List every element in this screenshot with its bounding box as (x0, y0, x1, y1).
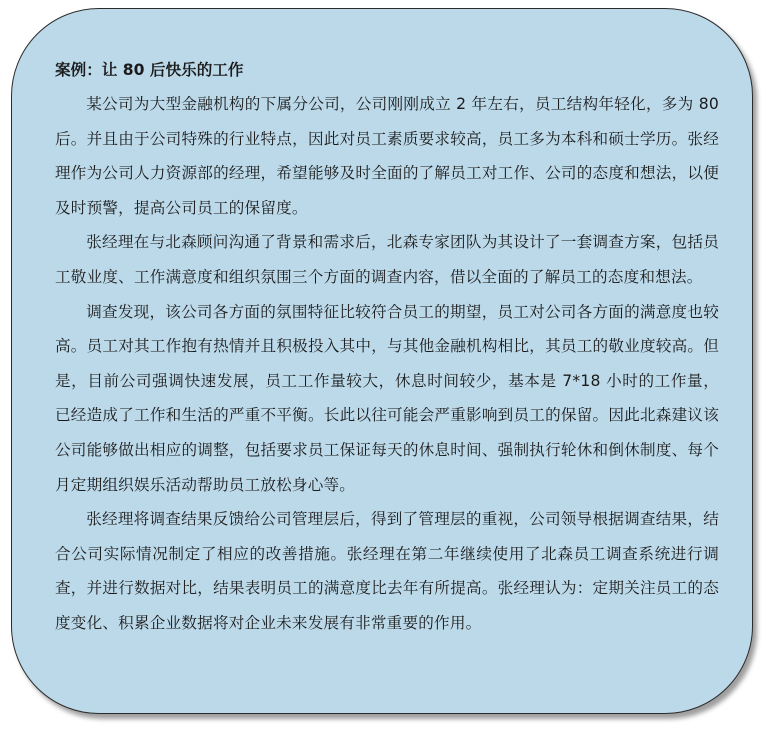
case-paragraph-1: 某公司为大型金融机构的下属分公司，公司刚刚成立 2 年左右，员工结构年轻化，多为 80 后。并且由于公司特殊的行业特点，因此对员工素质要求较高，员工多为本科和硕士学历。张经理作为公司人力资源部的经理，希望能够及时全面的了解员工对工作、公司的态度和想法，以便及时预警，提高公司员工的保留度。 (55, 95, 719, 217)
case-paragraph-2: 张经理在与北森顾问沟通了背景和需求后，北森专家团队为其设计了一套调查方案，包括员工敬业度、工作满意度和组织氛围三个方面的调查内容，借以全面的了解员工的态度和想法。 (55, 233, 719, 286)
case-study-content (55, 57, 719, 641)
case-paragraph-4: 张经理将调查结果反馈给公司管理层后，得到了管理层的重视，公司领导根据调查结果，结合公司实际情况制定了相应的改善措施。张经理在第二年继续使用了北森员工调查系统进行调查，并进行数据对比，结果表明员工的满意度比去年有所提高。张经理认为：定期关注员工的态度变化、积累企业数据将对企业未来发展有非常重要的作用。 (55, 510, 719, 632)
case-title: 案例：让 80 后快乐的工作 (55, 61, 244, 79)
case-paragraph-3: 调查发现，该公司各方面的氛围特征比较符合员工的期望，员工对公司各方面的满意度也较高。员工对其工作抱有热情并且积极投入其中，与其他金融机构相比，其员工的敬业度较高。但是，目前公司强调快速发展，员工工作量较大，休息时间较少，基本是 7*18 小时的工作量，已经造成了工作和生活的严重不平衡。长此以往可能会严重影响到员工的保留。因此北森建议该公司能够做出相应的调整，包括要求员工保证每天的休息时间、强制执行轮休和倒休制度、每个月定期组织娱乐活动帮助员工放松身心等。 (55, 302, 719, 494)
